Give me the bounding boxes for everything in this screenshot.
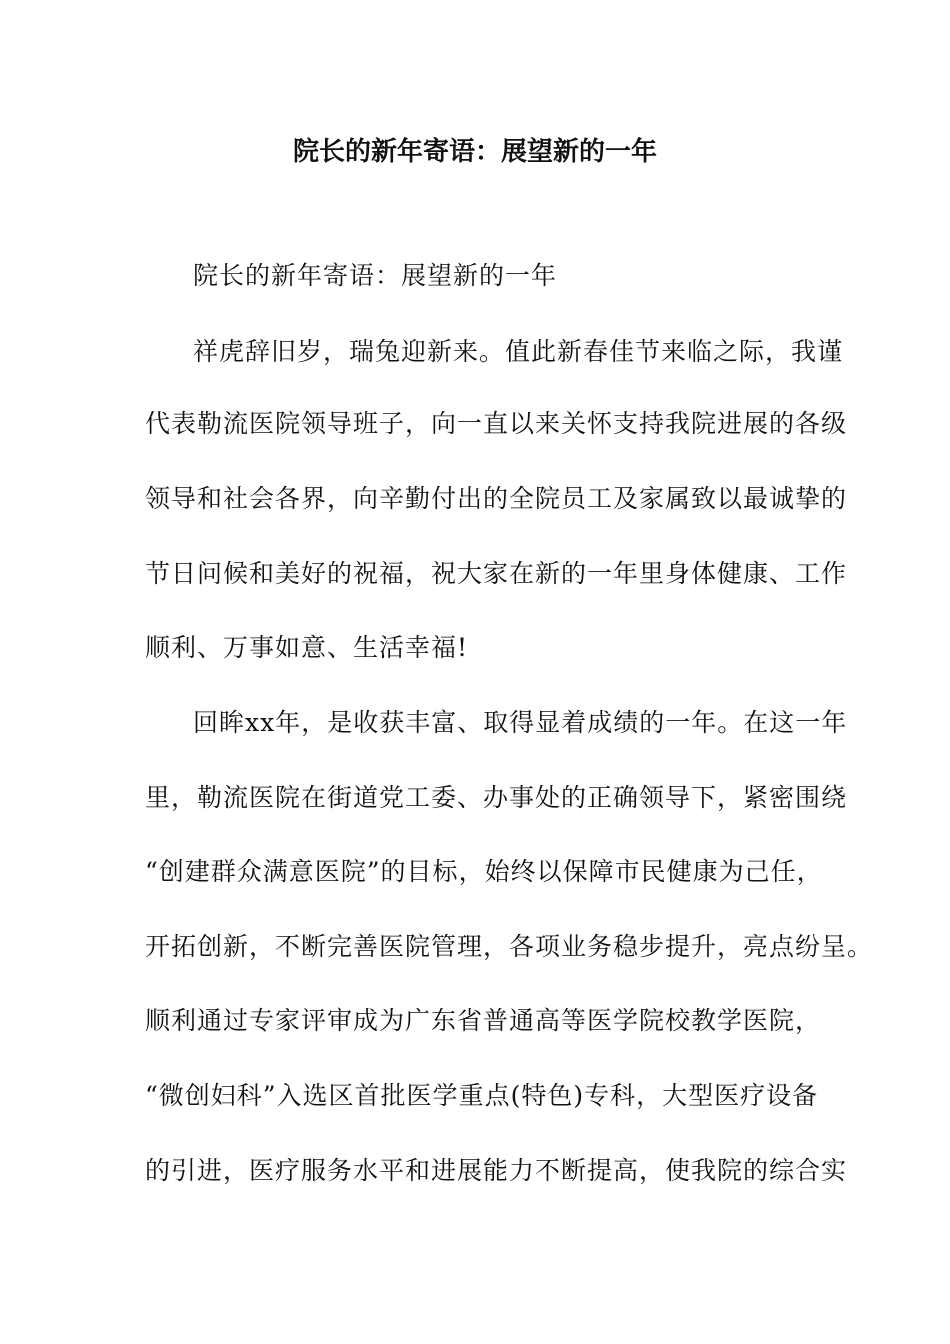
- paragraph-2-line-1: 回眸xx年，是收获丰富、取得显着成绩的一年。在这一年: [193, 708, 848, 737]
- paragraph-2-line-2: 里，勒流医院在街道党工委、办事处的正确领导下，紧密围绕: [145, 783, 848, 812]
- paragraph-1-line-2: 代表勒流医院领导班子，向一直以来关怀支持我院进展的各级: [145, 409, 848, 438]
- subtitle-line: 院长的新年寄语：展望新的一年: [193, 261, 558, 290]
- paragraph-2-line-7: 的引进，医疗服务水平和进展能力不断提高，使我院的综合实: [145, 1156, 848, 1185]
- paragraph-1-line-3: 领导和社会各界，向辛勤付出的全院员工及家属致以最诚挚的: [145, 484, 848, 513]
- paragraph-1-line-5: 顺利、万事如意、生活幸福!: [145, 633, 469, 662]
- paragraph-1-line-4: 节日问候和美好的祝福，祝大家在新的一年里身体健康、工作: [145, 559, 848, 588]
- paragraph-1-line-1: 祥虎辞旧岁，瑞兔迎新来。值此新春佳节来临之际，我谨: [193, 337, 844, 366]
- paragraph-2-line-3: “创建群众满意医院”的目标，始终以保障市民健康为己任，: [145, 857, 823, 886]
- paragraph-2-line-5: 顺利通过专家评审成为广东省普通高等医学院校教学医院，: [145, 1006, 822, 1035]
- paragraph-2-line-4: 开拓创新，不断完善医院管理，各项业务稳步提升，亮点纷呈。: [145, 932, 874, 961]
- document-title: 院长的新年寄语：展望新的一年: [292, 137, 657, 167]
- paragraph-2-line-6: “微创妇科”入选区首批医学重点(特色)专科，大型医疗设备: [145, 1081, 819, 1110]
